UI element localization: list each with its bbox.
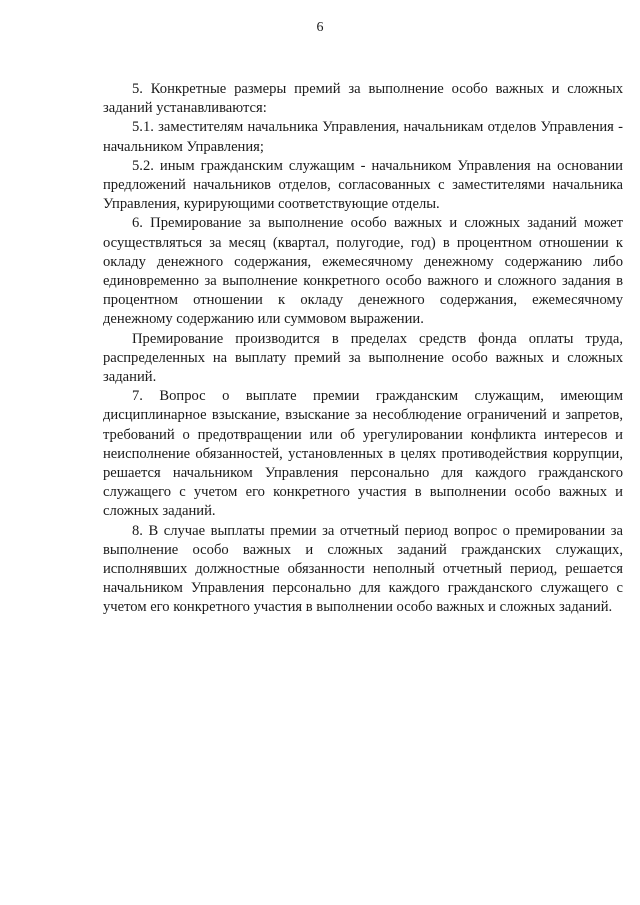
paragraph-5-2: 5.2. иным гражданским служащим - начальником Управления на основании предложений начальников отделов, согласованных с заместителями начальника Управления, курирующими соответствующие отделы. bbox=[103, 157, 623, 213]
paragraph-6: 6. Премирование за выполнение особо важных и сложных заданий может осуществляться за месяц (квартал, полугодие, год) в процентном отношении к окладу денежного содержания, ежемесячному денежному содержанию либо единовременно за выполнение конкретного особо важного и сложного задания в процентном отношении к окладу денежного содержания, ежемесячному денежному содержанию или суммовом выражении. bbox=[103, 215, 623, 328]
paragraph-7: 7. Вопрос о выплате премии гражданским служащим, имеющим дисциплинарное взыскание, взыскание за несоблюдение ограничений и запретов, требований о предотвращении или об урегулировании конфликта интересов и неисполнение обязанностей, установленных в целях противодействия коррупции, решается начальником Управления персонально для каждого гражданского служащего с учетом его конкретного участия в выполнении особо важных и сложных заданий. bbox=[103, 388, 623, 520]
paragraph-5-1: 5.1. заместителям начальника Управления, начальникам отделов Управления - начальником Управления; bbox=[103, 119, 623, 155]
paragraph-5: 5. Конкретные размеры премий за выполнение особо важных и сложных заданий устанавливаются: bbox=[103, 81, 623, 117]
page-number: 6 bbox=[316, 20, 324, 35]
document-body bbox=[103, 80, 623, 618]
paragraph-6-note: Премирование производится в пределах средств фонда оплаты труда, распределенных на выплату премий за выполнение особо важных и сложных заданий. bbox=[103, 330, 623, 386]
paragraph-8: 8. В случае выплаты премии за отчетный период вопрос о премировании за выполнение особо важных и сложных заданий гражданских служащих, исполнявших должностные обязанности неполный отчетный период, решается начальником Управления персонально для каждого гражданского служащего с учетом его конкретного участия в выполнении особо важных и сложных заданий. bbox=[103, 522, 623, 616]
